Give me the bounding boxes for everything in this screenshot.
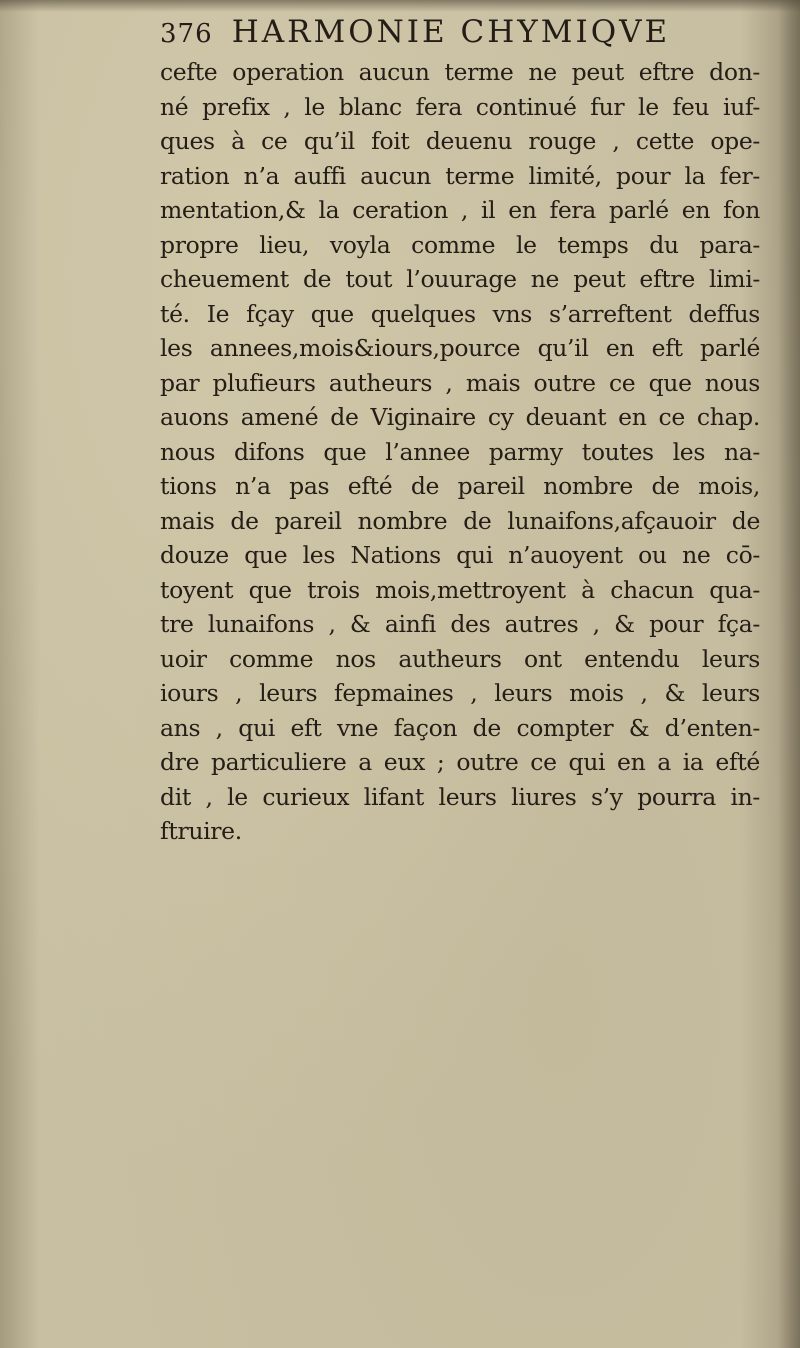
text-line: cefte operation aucun terme ne peut eftre don- (160, 58, 760, 86)
text-line: cheuement de tout l’ouurage ne peut eftre limi- (160, 265, 760, 293)
text-line: uoir comme nos autheurs ont entendu leurs (160, 644, 760, 673)
text-line: nous difons que l’annee parmy toutes les na- (160, 437, 760, 466)
text-line: ques à ce qu’il foit deuenu rouge , cette ope- (160, 127, 760, 155)
text-line: ration n’a auffi aucun terme limité, pour la fer- (160, 161, 760, 190)
page-header (160, 14, 760, 60)
page-gutter-shadow (778, 0, 800, 1348)
text-line: ans , qui eft vne façon de compter & d’enten- (160, 713, 760, 742)
page-top-shadow (0, 0, 800, 12)
text-line: iours , leurs fepmaines , leurs mois , & leurs (160, 679, 760, 707)
running-head: HARMONIE CHYMIQVE (231, 14, 671, 50)
text-line: tions n’a pas efté de pareil nombre de mois, (160, 472, 760, 500)
text-line: ftruire. (160, 817, 242, 845)
text-line: douze que les Nations qui n’auoyent ou ne cō- (160, 541, 760, 569)
text-line: dre particuliere a eux ; outre ce qui en a ia efté (160, 748, 760, 776)
text-line: propre lieu, voyla comme le temps du para- (160, 230, 760, 259)
body-text (160, 55, 760, 849)
text-line: par plufieurs autheurs , mais outre ce que nous (160, 368, 760, 397)
text-line: les annees,mois&iours,pource qu’il en eft parlé (160, 334, 760, 362)
text-line: né prefix , le blanc fera continué fur le feu iuf- (160, 92, 760, 121)
text-line: mentation,& la ceration , il en fera parlé en fon (160, 196, 760, 224)
text-line: auons amené de Viginaire cy deuant en ce chap. (160, 403, 760, 431)
text-line: toyent que trois mois,mettroyent à chacun qua- (160, 575, 760, 604)
text-line: tre lunaifons , & ainfi des autres , & pour fça- (160, 610, 760, 638)
text-line: mais de pareil nombre de lunaifons,afçauoir de (160, 506, 760, 535)
page-number: 376 (160, 19, 213, 49)
text-line: dit , le curieux lifant leurs liures s’y pourra in- (160, 782, 760, 811)
text-line: té. Ie fçay que quelques vns s’arreftent deffus (160, 299, 760, 328)
